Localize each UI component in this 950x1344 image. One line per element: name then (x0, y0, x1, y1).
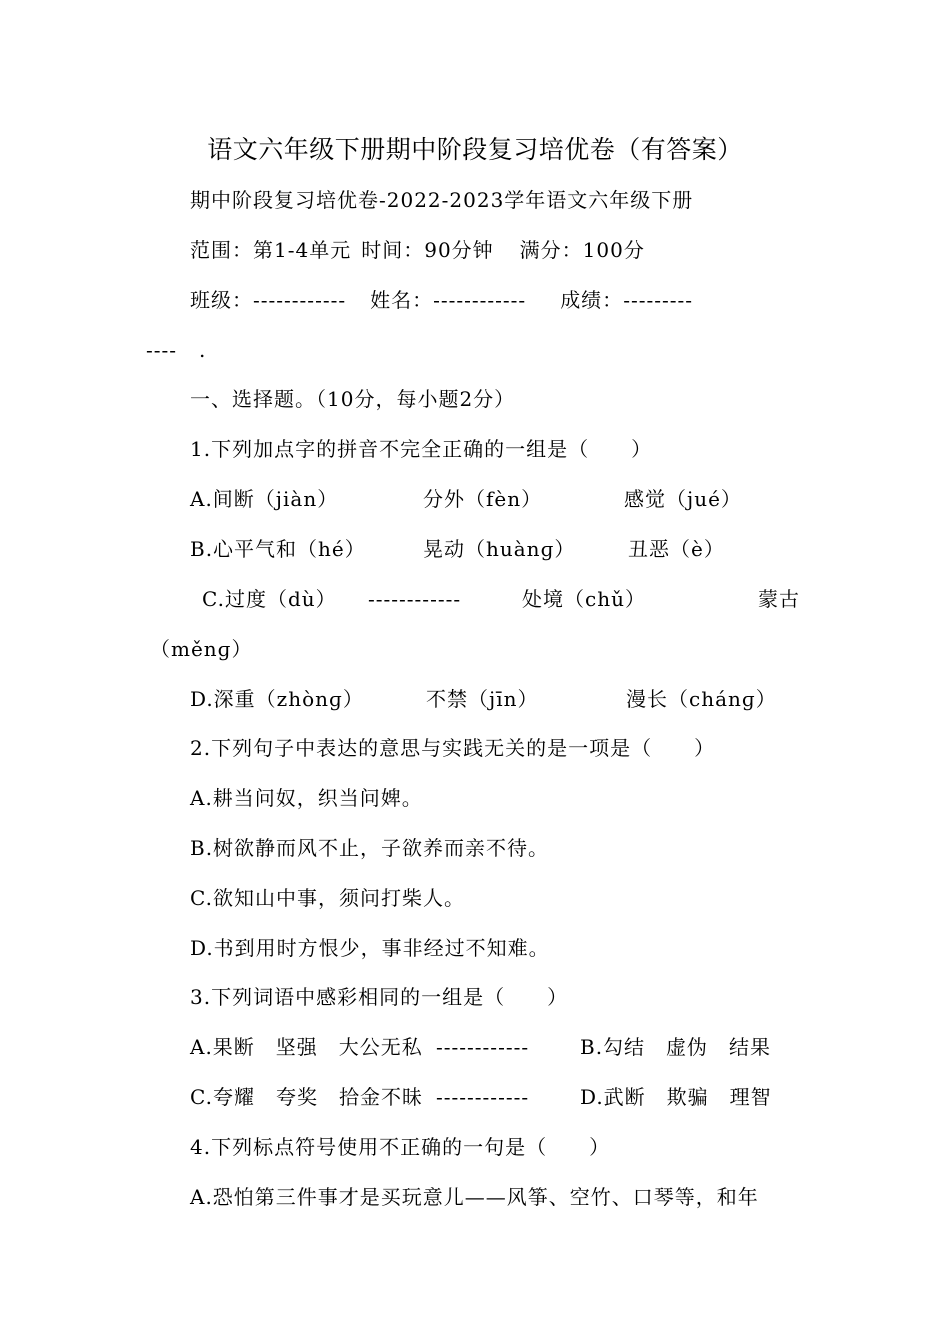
q3-option-a: A.果断 坚强 大公无私 (190, 1035, 423, 1059)
q2-stem: 2.下列句子中表达的意思与实践无关的是一项是（ ） (190, 736, 716, 760)
q2-option-c: C.欲知山中事，须问打柴人。 (190, 886, 465, 910)
grade-label: 成绩： (560, 288, 624, 312)
student-info-wrap (146, 335, 206, 365)
q2-option-d: D.书到用时方恨少，事非经过不知难。 (190, 936, 550, 960)
document-page: 语文六年级下册期中阶段复习培优卷（有答案） 期中阶段复习培优卷-2022-2023学年语文六年级下册 范围：第1-4单元 时间：90分钟 满分：100分 班级：------------ 姓名：------------ 成绩：--------- ---- . 一、选择题。（10分，每小题2分） 1.下列加点字的拼音不完全正确的一组是（ ） A.间断（jiàn） 分外（fèn） 感觉（jué） B.心平气和（hé） 晃动（huànɡ） 丑恶（è） C.过度（dù） ------------ 处境（chǔ） 蒙古 （měnɡ） D.深重（zhònɡ） 不禁（jīn） 漫长（chánɡ） 2.下列句子中表达的意思与实践无关的是一项是（ ） A.耕当问奴，织当问婢。 B.树欲静而风不止，子欲养而亲不待。 C.欲知山中事，须问打柴人。 D.书到用时方恨少，事非经过不知难。 3.下列词语中感彩相同的一组是（ ） A.果断 坚强 大公无私 ------------ B.勾结 虚伪 结果 C.夸耀 夸奖 拾金不昧 ------------ D.武断 欺骗 理智 4.下列标点符号使用不正确的一句是（ ） A.恐怕第三件事才是买玩意儿——风筝、空竹、口琴等，和年 (0, 0, 950, 1344)
name-blank: ------------ (433, 288, 527, 312)
q4-stem: 4.下列标点符号使用不正确的一句是（ ） (190, 1135, 611, 1159)
subtitle: 期中阶段复习培优卷-2022-2023学年语文六年级下册 (190, 188, 694, 212)
class-blank: ------------ (253, 288, 347, 312)
q3-option-c: C.夸耀 夸奖 拾金不昧 (190, 1085, 423, 1109)
end-dot: . (199, 338, 207, 362)
q3-blank-c: ------------ (436, 1085, 530, 1109)
document-title: 语文六年级下册期中阶段复习培优卷（有答案） (207, 135, 743, 164)
grade-blank: --------- (623, 288, 694, 312)
grade-blank-wrap: ---- (146, 338, 178, 362)
time-text: 时间：90分钟 (361, 238, 494, 262)
q2-option-b: B.树欲静而风不止，子欲养而亲不待。 (190, 836, 550, 860)
q3-blank-a: ------------ (436, 1035, 530, 1059)
section1-heading: 一、选择题。（10分，每小题2分） (190, 387, 516, 411)
q3-stem: 3.下列词语中感彩相同的一组是（ ） (190, 985, 569, 1009)
class-label: 班级： (190, 288, 253, 312)
q1-stem: 1.下列加点字的拼音不完全正确的一组是（ ） (190, 437, 653, 461)
q1-option-c-wrap: （měnɡ） (150, 637, 253, 661)
student-info (190, 285, 693, 315)
q3-option-b: B.勾结 虚伪 结果 (580, 1035, 772, 1059)
score-text: 满分：100分 (519, 238, 645, 262)
q4-option-a: A.恐怕第三件事才是买玩意儿——风筝、空竹、口琴等，和年 (190, 1185, 759, 1209)
name-label: 姓名： (370, 288, 434, 312)
q3-option-d: D.武断 欺骗 理智 (580, 1085, 772, 1109)
exam-info (190, 235, 645, 265)
q2-option-a: A.耕当问奴，织当问婢。 (190, 786, 423, 810)
range-text: 范围：第1-4单元 (190, 238, 352, 262)
